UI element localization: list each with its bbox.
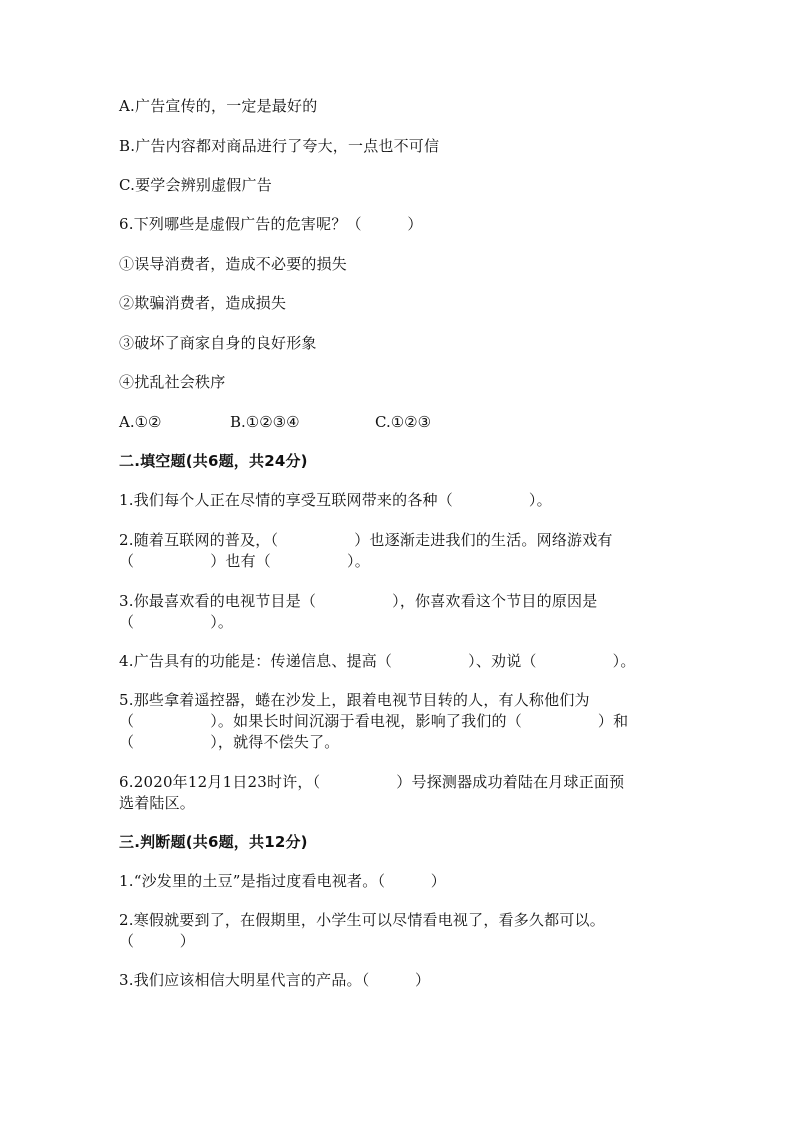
fill-q2-line1: 2.随着互联网的普及，（ ）也逐渐走进我们的生活。网络游戏有: [119, 531, 613, 549]
q6-item-2: ②欺骗消费者，造成损失: [119, 294, 287, 312]
judge-q2-line1: 2.寒假就要到了，在假期里，小学生可以尽情看电视了，看多久都可以。: [119, 911, 605, 929]
fill-q3-line1: 3.你最喜欢看的电视节目是（ ），你喜欢看这个节目的原因是: [119, 592, 598, 610]
fill-q5-line3: （ ），就得不偿失了。: [119, 733, 340, 751]
fill-q2-line2: （ ）也有（ ）。: [119, 552, 370, 570]
judge-q2-line2: （ ）: [119, 932, 196, 950]
judge-q3: 3.我们应该相信大明星代言的产品。（ ）: [119, 971, 431, 989]
q6-item-1: ①误导消费者，造成不必要的损失: [119, 255, 348, 273]
fill-q1: 1.我们每个人正在尽情的享受互联网带来的各种（ ）。: [119, 491, 552, 509]
fill-q5-line2: （ ）。如果长时间沉溺于看电视，影响了我们的（ ）和: [119, 712, 629, 730]
section-2-title: 二.填空题(共6题，共24分): [119, 452, 308, 470]
judge-q1: 1.“沙发里的土豆”是指过度看电视者。（ ）: [119, 872, 446, 890]
fill-q3-line2: （ ）。: [119, 613, 234, 631]
q5-option-c: C.要学会辨别虚假广告: [119, 176, 272, 194]
fill-q5-line1: 5.那些拿着遥控器，蜷在沙发上，跟着电视节目转的人，有人称他们为: [119, 691, 590, 709]
q6-option-c: C.①②③: [375, 413, 432, 431]
q6-option-a: A.①②: [119, 413, 162, 431]
fill-q6-line1: 6.2020年12月1日23时许，（ ）号探测器成功着陆在月球正面预: [119, 773, 625, 791]
q6-option-b: B.①②③④: [230, 413, 300, 431]
fill-q6-line2: 选着陆区。: [119, 794, 196, 812]
section-3-title: 三.判断题(共6题，共12分): [119, 833, 308, 851]
q6-item-4: ④扰乱社会秩序: [119, 373, 226, 391]
q6-stem: 6.下列哪些是虚假广告的危害呢？（ ）: [119, 215, 423, 233]
q6-item-3: ③破坏了商家自身的良好形象: [119, 334, 317, 352]
q5-option-a: A.广告宣传的，一定是最好的: [119, 97, 318, 115]
fill-q4: 4.广告具有的功能是：传递信息、提高（ ）、劝说（ ）。: [119, 652, 636, 670]
q5-option-b: B.广告内容都对商品进行了夸大，一点也不可信: [119, 137, 440, 155]
